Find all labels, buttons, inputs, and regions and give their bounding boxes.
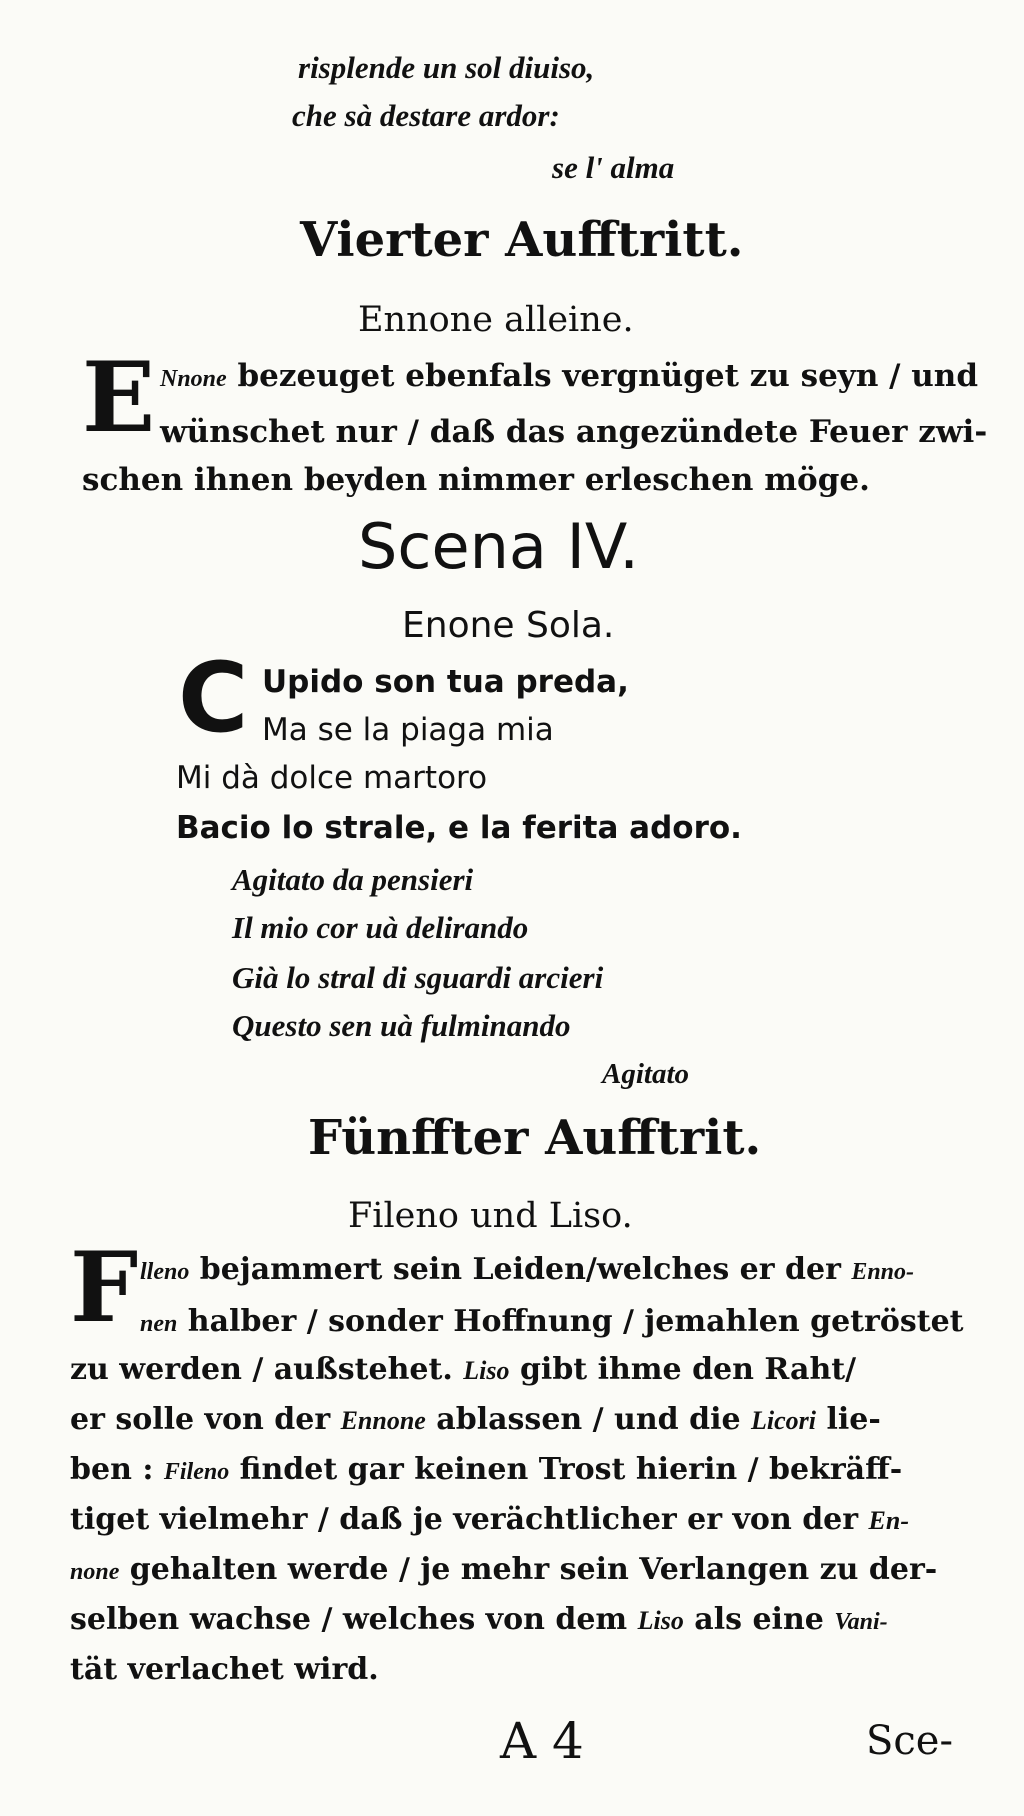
- text-run: gehalten werde / je mehr sein Verlangen zu der-: [119, 1552, 938, 1587]
- italian-verse-line-4: Bacio lo strale, e la ferita adoro.: [176, 810, 742, 846]
- text-run: bejammert sein Leiden/welches er der: [189, 1252, 852, 1287]
- text-run: halber / sonder Hoffnung / jemahlen getröstet: [177, 1304, 964, 1339]
- scene-5-paragraph-line-5: [70, 1452, 902, 1487]
- character-name: lleno: [140, 1259, 190, 1285]
- text-run: selben wachse / welches von dem: [70, 1602, 638, 1637]
- character-name: none: [70, 1559, 120, 1585]
- scene-5-paragraph-line-2: [140, 1304, 964, 1339]
- aria-verse-2: Il mio cor uà delirando: [232, 910, 529, 945]
- scene-5-paragraph-line-3: [70, 1352, 856, 1387]
- scene-5-german-subheading: Fileno und Liso.: [348, 1196, 633, 1236]
- character-name: Fileno: [163, 1459, 230, 1485]
- scene-4-german-heading: Vierter Aufftritt.: [300, 212, 744, 268]
- aria-line-3: se l' alma: [552, 150, 675, 185]
- character-name: nen: [140, 1311, 178, 1337]
- scene-4-italian-heading: Scena IV.: [358, 510, 639, 583]
- text-run: zu werden / außstehet.: [70, 1352, 464, 1387]
- drop-cap-c: C: [178, 642, 249, 754]
- text-run: lie-: [816, 1402, 881, 1437]
- scene-4-italian-subheading: Enone Sola.: [402, 605, 615, 646]
- text-run: tiget vielmehr / daß je verächtlicher er von der: [70, 1502, 869, 1537]
- text-run: findet gar keinen Trost hierin / bekräff-: [229, 1452, 903, 1487]
- aria-verse-3: Già lo stral di sguardi arcieri: [232, 960, 604, 995]
- text-run: als eine: [683, 1602, 835, 1637]
- drop-cap-e: E: [82, 341, 156, 454]
- scene-5-german-heading: Fünffter Aufftrit.: [308, 1110, 762, 1166]
- text-run: tät verlachet wird.: [70, 1652, 379, 1687]
- text-run: gibt ihme den Raht/: [509, 1352, 857, 1387]
- character-name: Vani-: [834, 1609, 888, 1635]
- character-name: En-: [868, 1506, 909, 1535]
- drop-cap-f: F: [70, 1231, 139, 1344]
- scene-4-german-line-3: schen ihnen beyden nimmer erleschen möge.: [82, 462, 870, 498]
- character-name: Liso: [463, 1356, 510, 1385]
- aria-line-1: risplende un sol diuiso,: [298, 50, 595, 85]
- scene-4-german-line-1: [160, 358, 978, 394]
- catchword: Sce-: [866, 1718, 953, 1764]
- scene-5-paragraph-line-7: [70, 1552, 937, 1587]
- scene-5-paragraph-line-9: [70, 1652, 379, 1687]
- aria-line-2: che sà destare ardor:: [292, 98, 560, 133]
- scene-5-paragraph-line-4: [70, 1402, 881, 1437]
- text-run: ablassen / und die: [425, 1402, 752, 1437]
- character-name: Liso: [637, 1606, 684, 1635]
- signature-mark: A 4: [500, 1712, 584, 1770]
- text-run: er solle von der: [70, 1402, 341, 1437]
- aria-verse-4: Questo sen uà fulminando: [232, 1008, 571, 1043]
- aria-verse-1: Agitato da pensieri: [232, 862, 474, 897]
- character-name: Ennone: [340, 1406, 426, 1435]
- scene-5-paragraph-line-8: [70, 1602, 888, 1637]
- character-name: Licori: [751, 1406, 817, 1435]
- italian-verse-line-3: Mi dà dolce martoro: [176, 760, 488, 796]
- scene-5-paragraph-line-1: [140, 1252, 914, 1287]
- italian-verse-line-2: Ma se la piaga mia: [262, 712, 554, 748]
- aria-da-capo: Agitato: [602, 1058, 690, 1090]
- scene-4-german-subheading: Ennone alleine.: [358, 300, 634, 340]
- scene-4-german-line-2: wünschet nur / daß das angezündete Feuer zwi-: [160, 414, 988, 450]
- text-run: ben :: [70, 1452, 164, 1487]
- character-name: Enno-: [851, 1259, 915, 1285]
- italian-verse-line-1: Upido son tua preda,: [262, 664, 629, 700]
- scene-5-paragraph-line-6: [70, 1502, 909, 1537]
- text-run: bezeuget ebenfals vergnüget zu seyn / und: [226, 358, 979, 394]
- character-name: Nnone: [160, 366, 227, 392]
